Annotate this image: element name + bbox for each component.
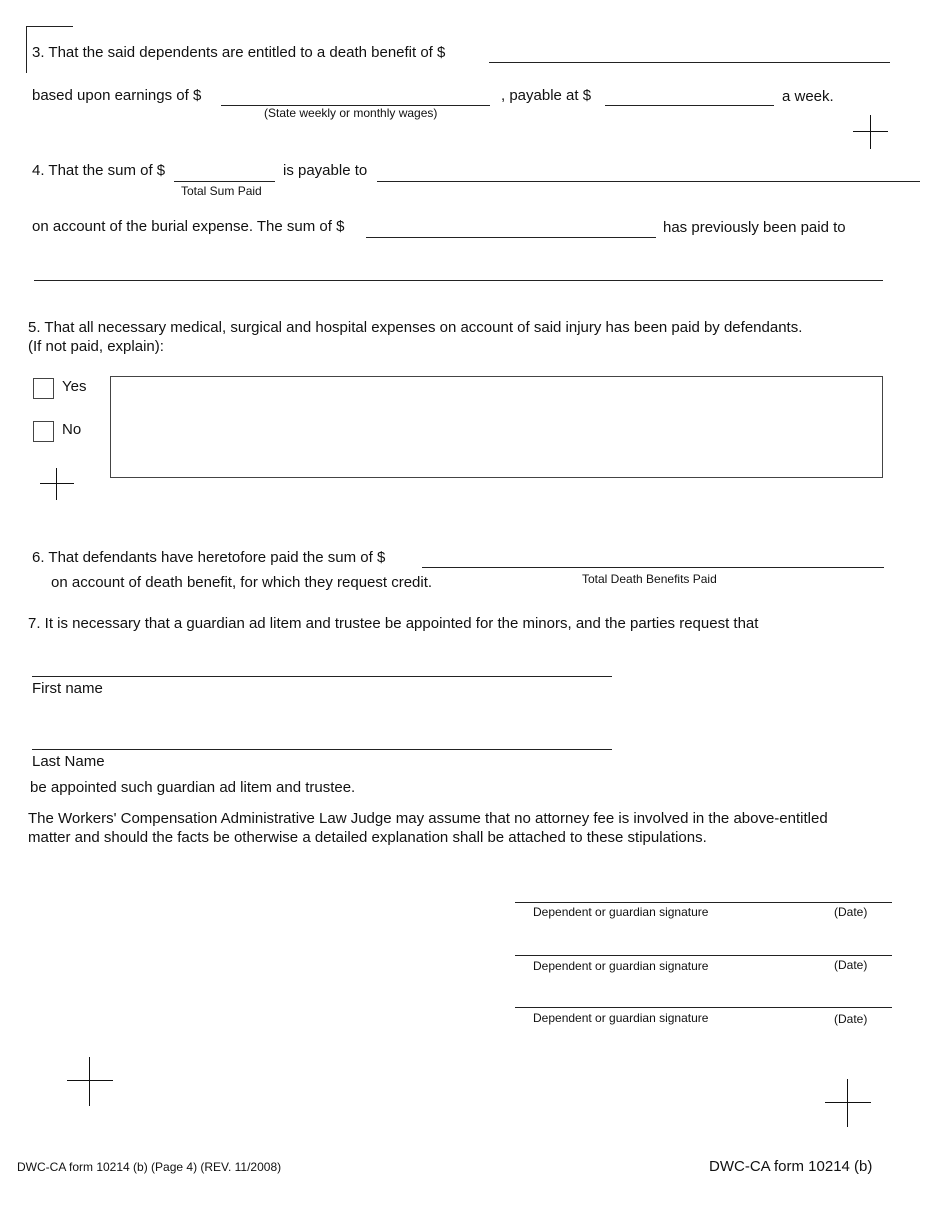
- death-benefits-paid-caption: Total Death Benefits Paid: [582, 572, 717, 586]
- item4-burial-text: on account of the burial expense. The sum of $: [32, 218, 345, 235]
- corner-mark-left: [26, 26, 27, 73]
- item3-week-text: a week.: [782, 88, 834, 105]
- earnings-field[interactable]: [221, 87, 489, 105]
- explanation-textarea[interactable]: [112, 378, 883, 478]
- attorney-note-line2: matter and should the facts be otherwise a detailed explanation shall be attached to these stipulations.: [28, 829, 707, 846]
- item6-text-line1: 6. That defendants have heretofore paid the sum of $: [32, 549, 386, 566]
- footer-form-id-right: DWC-CA form 10214 (b): [709, 1158, 873, 1175]
- total-sum-paid-line: [174, 181, 275, 182]
- item4-payable-to-text: is payable to: [283, 162, 368, 179]
- total-sum-paid-field[interactable]: [174, 162, 274, 180]
- registration-mark: [825, 1079, 871, 1127]
- attorney-note-line1: The Workers' Compensation Administrative Law Judge may assume that no attorney fee is involved in the above-entitled: [28, 810, 828, 827]
- weekly-payment-field[interactable]: [605, 87, 773, 105]
- weekly-payment-line: [605, 105, 774, 106]
- payable-to-line: [377, 181, 920, 182]
- burial-previous-sum-line: [366, 237, 656, 238]
- death-benefits-paid-field[interactable]: [422, 548, 882, 566]
- item3-earnings-text: based upon earnings of $: [32, 87, 202, 104]
- item6-text-line2: on account of death benefit, for which they request credit.: [51, 574, 433, 591]
- registration-mark: [853, 115, 888, 149]
- signature-line-2[interactable]: [515, 955, 892, 956]
- signature-date-label-2: (Date): [834, 958, 868, 972]
- registration-mark: [67, 1057, 113, 1106]
- appointed-text: be appointed such guardian ad litem and trustee.: [30, 779, 356, 796]
- death-benefit-amount-field[interactable]: [489, 44, 889, 62]
- item3-death-benefit-text: 3. That the said dependents are entitled to a death benefit of $: [32, 44, 446, 61]
- no-checkbox[interactable]: [33, 421, 54, 442]
- signature-date-label-3: (Date): [834, 1012, 868, 1026]
- item3-payable-text: , payable at $: [501, 87, 592, 104]
- signature-label-3: Dependent or guardian signature: [533, 1011, 709, 1025]
- previously-paid-to-field[interactable]: [34, 262, 880, 280]
- guardian-last-name-field[interactable]: [32, 730, 610, 748]
- guardian-first-name-line: [32, 676, 612, 677]
- first-name-label: First name: [32, 680, 103, 697]
- corner-mark-top: [26, 26, 73, 27]
- last-name-label: Last Name: [32, 753, 105, 770]
- signature-label-1: Dependent or guardian signature: [533, 905, 709, 919]
- guardian-first-name-field[interactable]: [32, 657, 610, 675]
- earnings-caption: (State weekly or monthly wages): [264, 106, 438, 120]
- item4-sum-text: 4. That the sum of $: [32, 162, 166, 179]
- yes-label: Yes: [62, 378, 87, 395]
- signature-label-2: Dependent or guardian signature: [533, 959, 709, 973]
- yes-checkbox[interactable]: [33, 378, 54, 399]
- death-benefits-paid-line: [422, 567, 884, 568]
- item5-text-line2: (If not paid, explain):: [28, 338, 164, 355]
- item4-previously-paid-text: has previously been paid to: [663, 219, 846, 236]
- signature-date-label-1: (Date): [834, 905, 868, 919]
- item7-text: 7. It is necessary that a guardian ad litem and trustee be appointed for the minors, and the parties request that: [28, 615, 759, 632]
- footer-form-id-left: DWC-CA form 10214 (b) (Page 4) (REV. 11/2008): [17, 1160, 282, 1174]
- registration-mark: [40, 468, 74, 500]
- no-label: No: [62, 421, 82, 438]
- payable-to-field[interactable]: [377, 162, 917, 180]
- signature-line-1[interactable]: [515, 902, 892, 903]
- burial-previous-sum-field[interactable]: [366, 219, 654, 237]
- total-sum-paid-caption: Total Sum Paid: [181, 184, 262, 198]
- signature-line-3[interactable]: [515, 1007, 892, 1008]
- previously-paid-to-line: [34, 280, 883, 281]
- death-benefit-amount-line: [489, 62, 890, 63]
- item5-text-line1: 5. That all necessary medical, surgical and hospital expenses on account of said injury has been paid by defendants.: [28, 319, 803, 336]
- guardian-last-name-line: [32, 749, 612, 750]
